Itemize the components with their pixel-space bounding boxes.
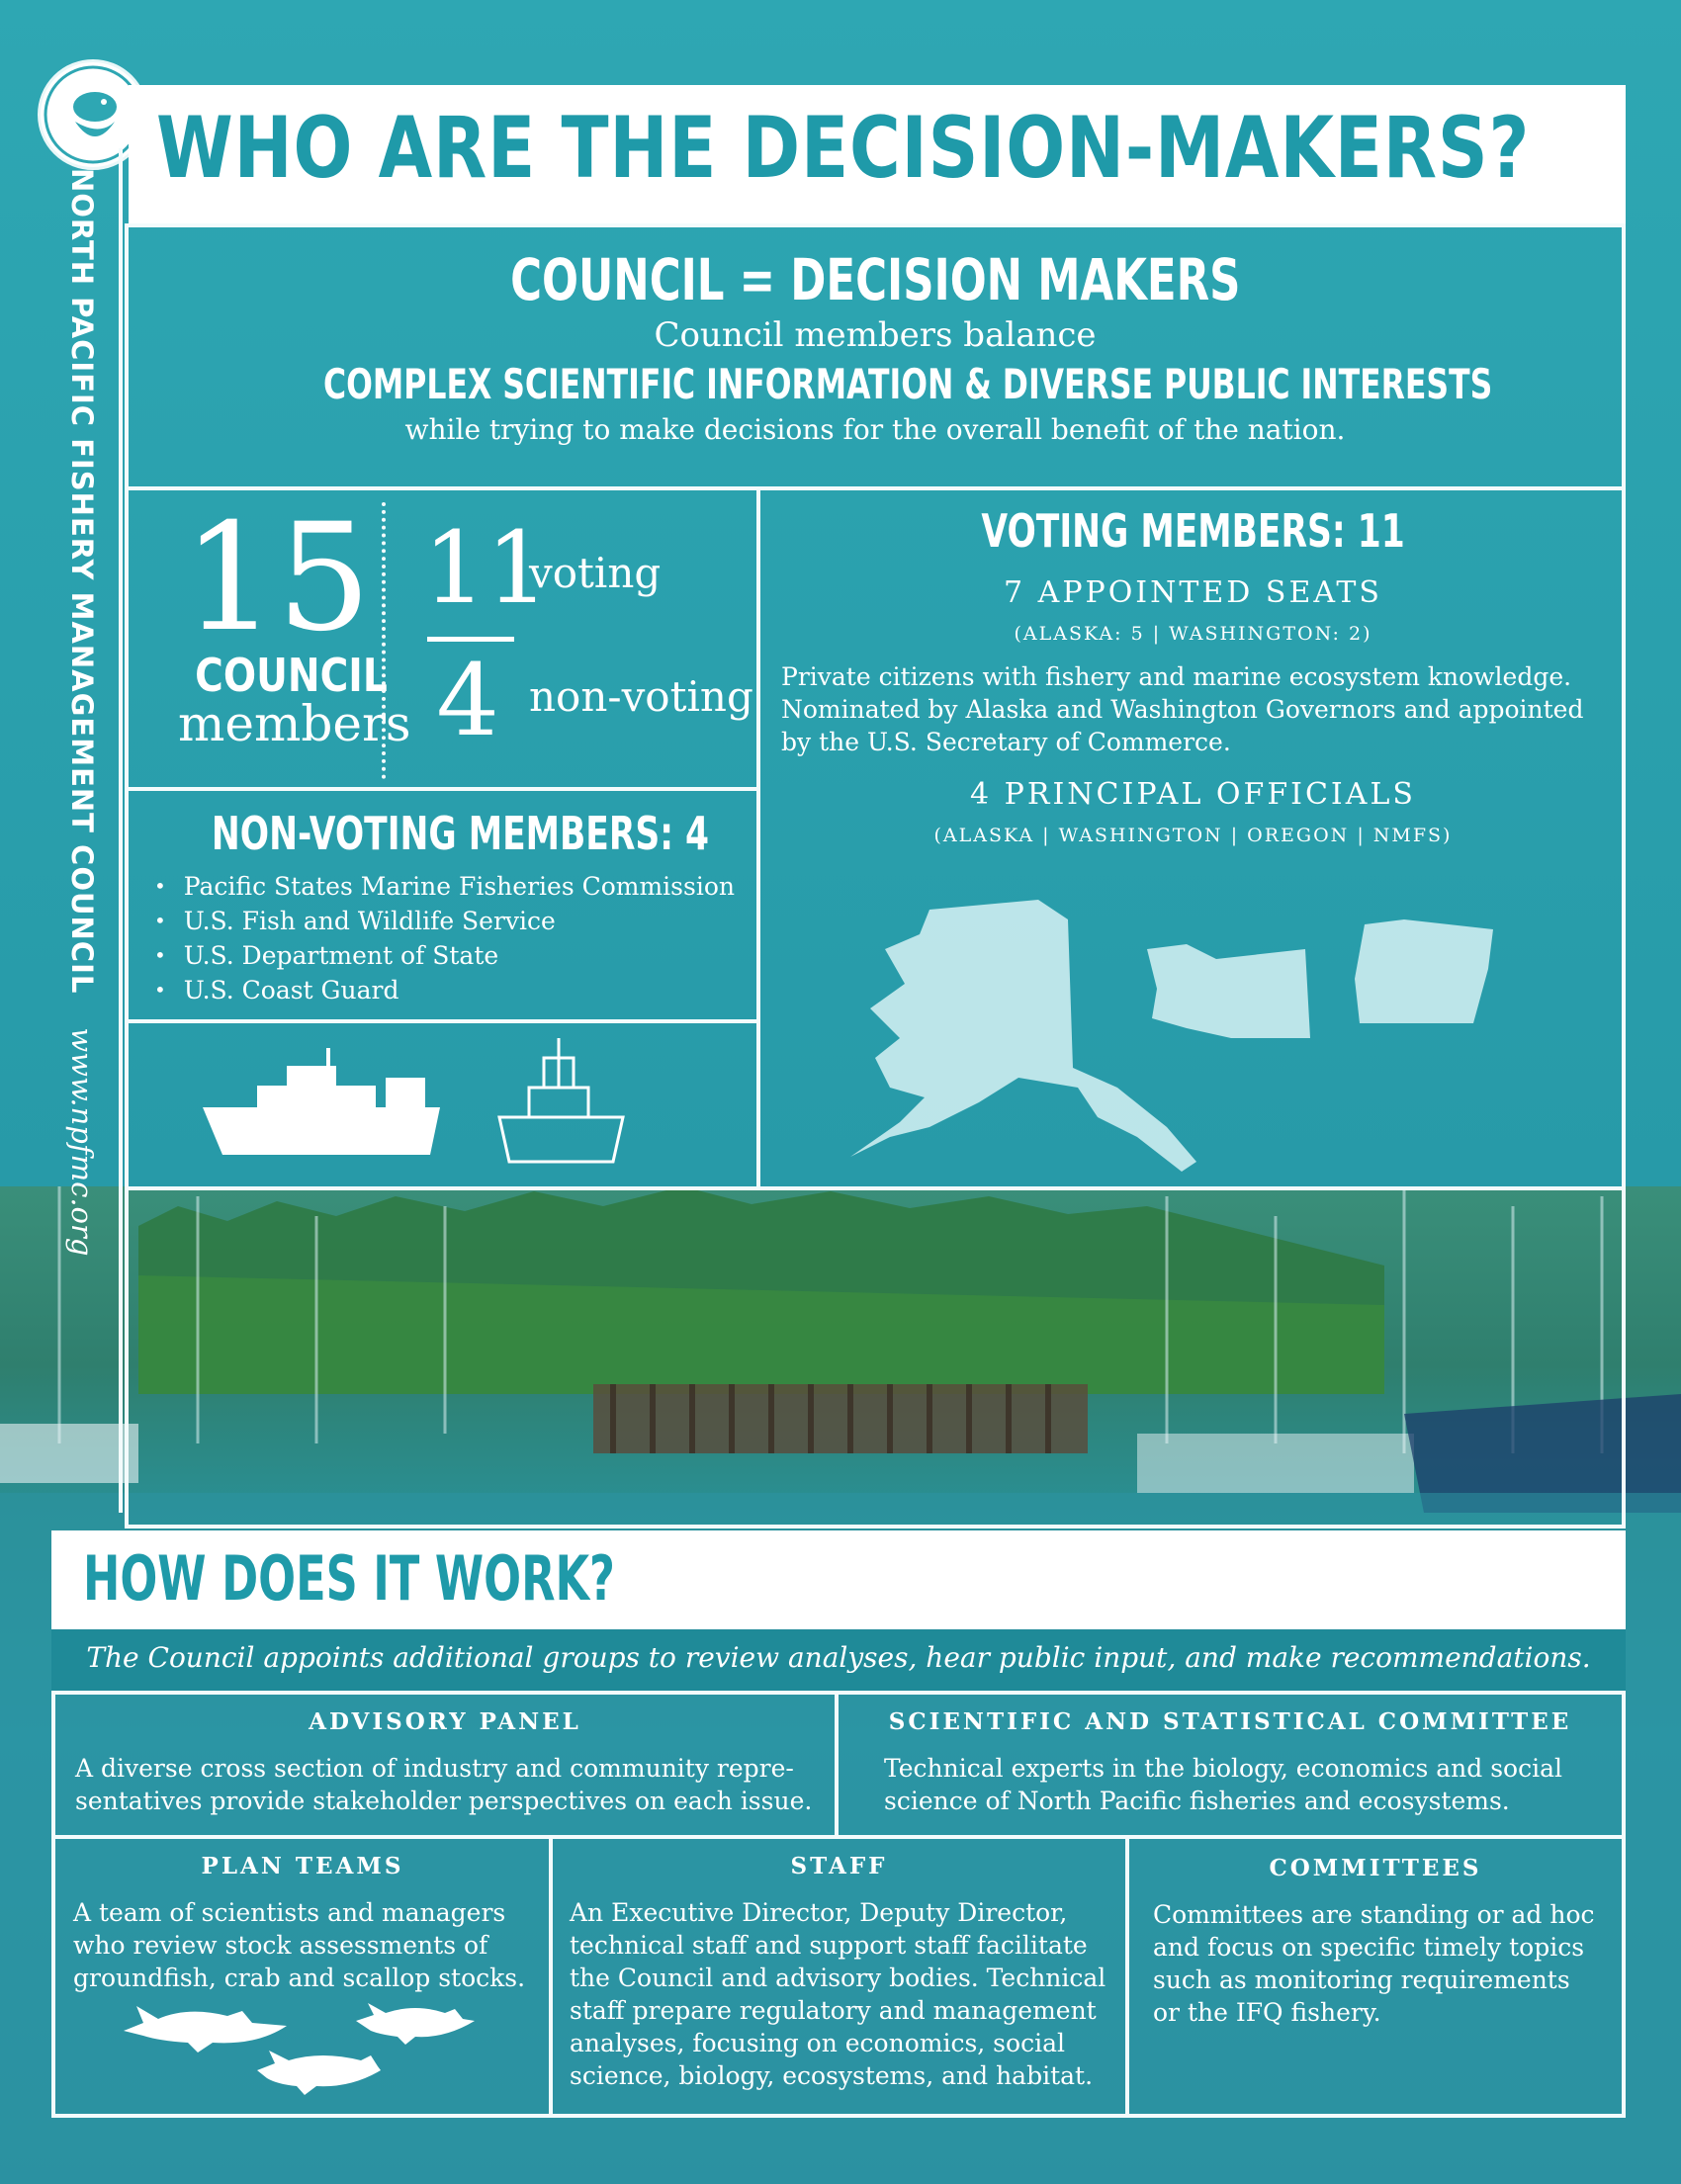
- advisory-title: ADVISORY PANEL: [309, 1708, 581, 1735]
- side-org-name: NORTH PACIFIC FISHERY MANAGEMENT COUNCIL: [65, 168, 99, 995]
- voting-title: VOTING MEMBERS: 11: [981, 504, 1405, 558]
- committees-body: [1153, 1898, 1618, 2029]
- committees-line: such as monitoring requirements: [1153, 1966, 1570, 1994]
- plan-body: [73, 1896, 548, 1994]
- salmon-icon: [356, 2003, 475, 2045]
- council-headline-block: [129, 247, 1622, 449]
- committees-line: and focus on specific timely topics: [1153, 1933, 1585, 1962]
- committees-line: Committees are standing or ad hoc: [1153, 1900, 1595, 1929]
- fraction-bar: [427, 637, 514, 642]
- appointed-subtitle: (ALASKA: 5 | WASHINGTON: 2): [1014, 623, 1372, 645]
- appointed-description: Private citizens with fishery and marine ecosystem knowledge. Nominated by Alaska and Washington Governors and appointed by the U.S. Secretary of Commerce.: [781, 662, 1584, 756]
- list-item: • Pacific States Marine Fisheries Commission: [154, 870, 748, 905]
- alaska-icon: [850, 900, 1196, 1172]
- appointed-title: 7 APPOINTED SEATS: [1004, 575, 1382, 610]
- ssc-line: science of North Pacific fisheries and ecosystems.: [884, 1787, 1510, 1815]
- states-map: [831, 890, 1523, 1196]
- plan-line: who review stock assessments of: [73, 1931, 488, 1960]
- total-count: 15: [182, 492, 372, 664]
- voting-count: 11: [423, 510, 550, 626]
- how-title: HOW DOES IT WORK?: [83, 1542, 615, 1615]
- list-item: • U.S. Department of State: [154, 939, 748, 974]
- officials-subtitle: (ALASKA | WASHINGTON | OREGON | NMFS): [933, 825, 1453, 846]
- staff-line: An Executive Director, Deputy Director,: [570, 1898, 1068, 1927]
- fish-illustration: [119, 2001, 475, 2110]
- staff-line: analyses, focusing on economics, social: [570, 2029, 1065, 2057]
- nonvoting-count: 4: [436, 643, 499, 758]
- list-item: • U.S. Fish and Wildlife Service: [154, 905, 748, 939]
- side-banner: [65, 168, 125, 1257]
- officials-title: 4 PRINCIPAL OFFICIALS: [970, 777, 1416, 812]
- plan-line: A team of scientists and managers: [73, 1898, 506, 1927]
- ssc-line: Technical experts in the biology, economics and social: [884, 1754, 1562, 1783]
- staff-line: science, biology, ecosystems, and habitat.: [570, 2061, 1094, 2090]
- left-divider-1: [125, 787, 760, 791]
- council-line2: COMPLEX SCIENTIFIC INFORMATION & DIVERSE PUBLIC INTERESTS: [323, 360, 1493, 408]
- voting-label: voting: [529, 549, 662, 597]
- staff-line: staff prepare regulatory and management: [570, 1996, 1097, 2025]
- page-title: WHO ARE THE DECISION-MAKERS?: [156, 99, 1531, 198]
- dotted-separator: [382, 502, 390, 779]
- side-url-link[interactable]: www.npfmc.org: [65, 1027, 99, 1257]
- left-divider-2: [125, 1019, 760, 1023]
- staff-line: technical staff and support staff facilitate: [570, 1931, 1088, 1960]
- advisory-line: A diverse cross section of industry and community repre-: [75, 1754, 794, 1783]
- list-item: • U.S. Coast Guard: [154, 974, 748, 1008]
- committees-title: COMMITTEES: [1269, 1855, 1482, 1881]
- advisory-body: [75, 1752, 827, 1817]
- vessel-icon: [499, 1038, 623, 1162]
- total-label-council: COUNCIL: [195, 649, 388, 702]
- staff-line: the Council and advisory bodies. Technical: [570, 1964, 1106, 1992]
- nonvoting-title: NON-VOTING MEMBERS: 4: [211, 807, 710, 860]
- committees-line: or the IFQ fishery.: [1153, 1998, 1381, 2027]
- council-headline: COUNCIL = DECISION MAKERS: [509, 246, 1241, 313]
- ships-illustration: [198, 1038, 653, 1177]
- nonvoting-label: non-voting: [529, 672, 753, 721]
- plan-line: groundfish, crab and scallop stocks.: [73, 1964, 526, 1992]
- washington-icon: [1147, 944, 1310, 1038]
- staff-body: [570, 1896, 1123, 2092]
- nonvoting-list: [154, 870, 748, 1008]
- total-label-members: members: [178, 695, 411, 752]
- trawler-icon: [203, 1048, 440, 1155]
- salmon-icon: [124, 2006, 287, 2053]
- advisory-line: sentatives provide stakeholder perspectives on each issue.: [75, 1787, 813, 1815]
- plan-title: PLAN TEAMS: [201, 1853, 404, 1879]
- staff-title: STAFF: [790, 1853, 888, 1879]
- ssc-body: [884, 1752, 1616, 1817]
- groups-divider-h: [51, 1835, 1626, 1839]
- salmon-icon: [257, 2051, 381, 2095]
- total-count-block: [178, 492, 411, 752]
- council-line3: while trying to make decisions for the overall benefit of the nation.: [404, 413, 1346, 446]
- oregon-icon: [1355, 919, 1493, 1023]
- ssc-title: SCIENTIFIC AND STATISTICAL COMMITTEE: [888, 1708, 1572, 1735]
- how-intro: The Council appoints additional groups to review analyses, hear public input, and make recommendations.: [86, 1641, 1591, 1674]
- council-line1: Council members balance: [654, 315, 1097, 355]
